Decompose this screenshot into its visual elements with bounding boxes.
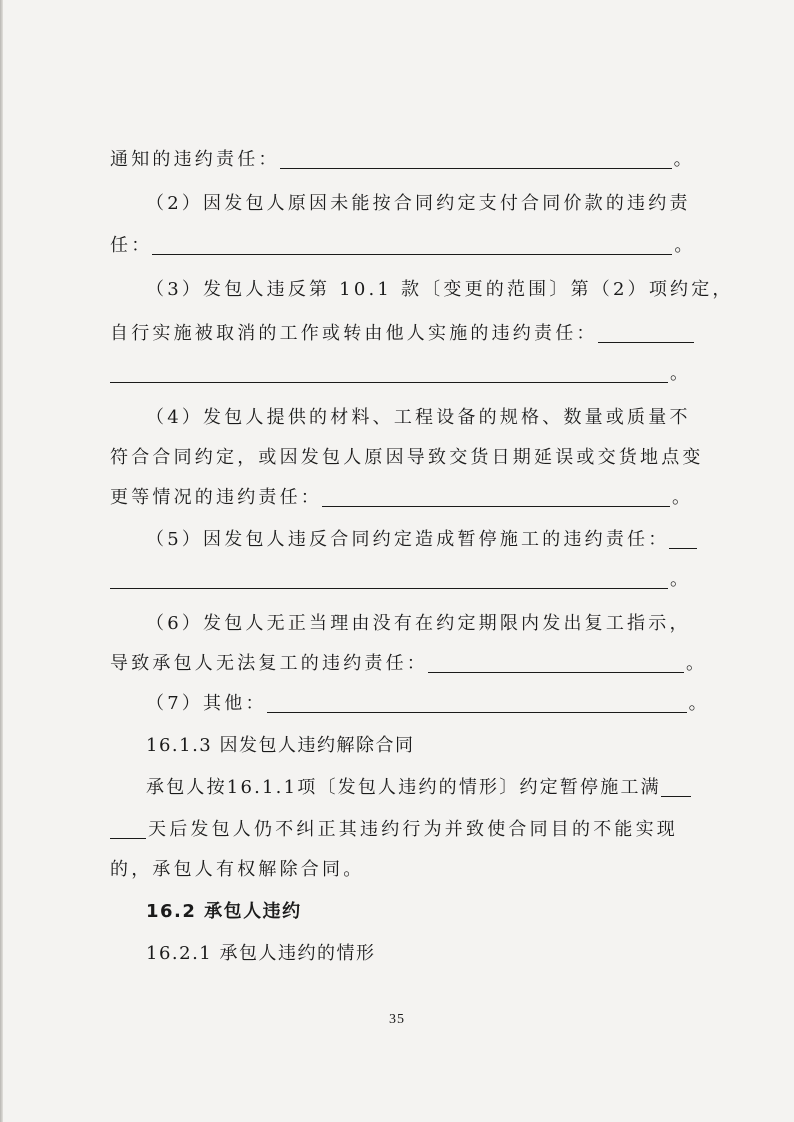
text-line: （3）发包人违反第 10.1 款〔变更的范围〕第（2）项约定， [146,279,734,300]
fill-in-blank[interactable] [661,795,691,797]
text-line: 导致承包人无法复工的违约责任： 。 [110,653,708,674]
fill-in-blank[interactable] [110,587,668,589]
text-line: 的，承包人有权解除合同。 [110,859,365,880]
text-line: 任： 。 [110,235,696,256]
fill-in-blank[interactable] [428,671,684,673]
fill-in-blank[interactable] [110,381,668,383]
text-line: 通知的违约责任： 。 [110,149,695,170]
fill-in-blank[interactable] [322,505,670,507]
fill-in-blank[interactable] [267,711,687,713]
fill-in-blank[interactable] [598,341,694,343]
text-line: 。 [110,362,691,386]
page-edge-shadow [0,0,3,1122]
text-line: （4）发包人提供的材料、工程设备的规格、数量或质量不 [146,407,691,428]
text-line: 自行实施被取消的工作或转由他人实施的违约责任： [110,322,696,346]
text-line: 承包人按16.1.1项〔发包人违约的情形〕约定暂停施工满 [146,776,693,800]
fill-in-blank[interactable] [152,253,672,255]
section-heading: 16.2 承包人违约 [146,901,302,922]
fill-in-blank[interactable] [280,167,672,169]
text-line: （2）因发包人原因未能按合同约定支付合同价款的违约责 [146,193,691,214]
clause-heading: 16.1.3 因发包人违约解除合同 [146,735,415,756]
fill-in-blank[interactable] [669,547,697,549]
text-line: （7）其他： 。 [146,693,710,714]
text-line: （6）发包人无正当理由没有在约定期限内发出复工指示， [146,613,691,634]
page-number: 35 [389,1012,405,1027]
text-line: 符合合同约定，或因发包人原因导致交货日期延误或交货地点变 [110,447,704,468]
clause-heading: 16.2.1 承包人违约的情形 [146,943,376,964]
fill-in-blank[interactable] [110,837,146,839]
text-line: 更等情况的违约责任： 。 [110,487,694,508]
text-line: 天后发包人仍不纠正其违约行为并致使合同目的不能实现 [110,818,678,842]
text-line: 。 [110,568,691,592]
text-line: （5）因发包人违反合同约定造成暂停施工的违约责任： [146,528,699,552]
